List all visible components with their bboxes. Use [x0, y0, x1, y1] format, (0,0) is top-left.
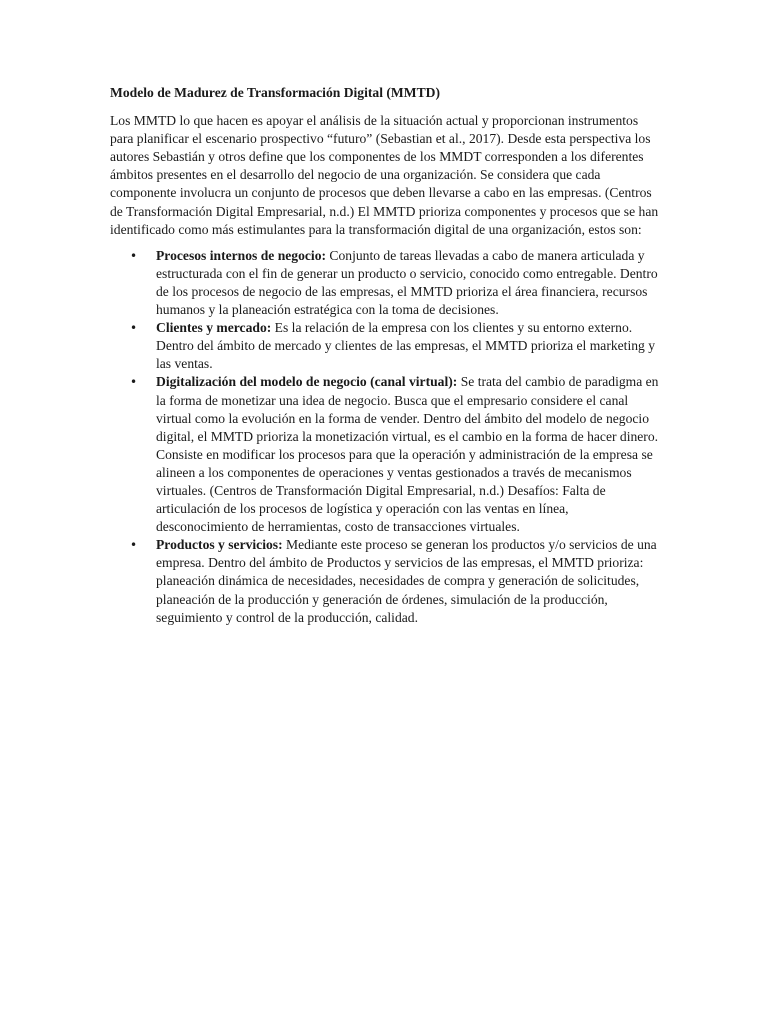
component-list: [110, 247, 660, 627]
intro-paragraph: Los MMTD lo que hacen es apoyar el análisis de la situación actual y proporcionan instrumentos para planificar el escenario prospectivo “futuro” (Sebastian et al., 2017). Desde esta perspectiva los autores Sebastián y otros define que los componentes de los MMDT corresponden a los diferentes ámbitos presentes en el desarrollo del negocio de una organización. Se considera que cada componente involucra un conjunto de procesos que deben llevarse a cabo en las empresas. (Centros de Transformación Digital Empresarial, n.d.) El MMTD prioriza componentes y procesos que se han identificado como más estimulantes para la transformación digital de una organización, estos son:: [110, 113, 659, 237]
item-description: Se trata del cambio de paradigma en la forma de monetizar una idea de negocio. Busca que el empresario considere el canal virtual como la evolución en la forma de vender. Dentro del ámbito del modelo de negocio digital, el MMTD prioriza la monetización virtual, es el cambio en la forma de hacer dinero. Consiste en modificar los procesos para que la operación y administración de la empresa se alineen a los componentes de operaciones y ventas gestionados a través de mecanismos virtuales. (Centros de Transformación Digital Empresarial, n.d.) Desafíos: Falta de articulación de los procesos de logística y operación con las ventas en línea, desconocimiento de herramientas, costo de transacciones virtuales.: [156, 374, 659, 535]
item-description: Mediante este proceso se generan los productos y/o servicios de una empresa. Dentro del ámbito de Productos y servicios de las empresas, el MMTD prioriza: planeación dinámica de necesidades, necesidades de compra y generación de solicitudes, planeación de la producción y generación de órdenes, simulación de la producción, seguimiento y control de la producción, calidad.: [156, 537, 657, 625]
bullet-icon: •: [130, 248, 138, 263]
item-description: Es la relación de la empresa con los clientes y su entorno externo. Dentro del ámbito de mercado y clientes de las empresas, el MMTD prioriza el marketing y las ventas.: [156, 320, 656, 372]
list-item: [110, 536, 660, 626]
document-page: [110, 84, 660, 627]
item-term: Clientes y mercado:: [156, 320, 275, 336]
list-item: [110, 247, 660, 319]
bullet-icon: •: [130, 538, 138, 553]
bullet-icon: •: [130, 375, 138, 390]
list-item: [110, 319, 660, 373]
bullet-icon: •: [130, 321, 138, 336]
document-title: Modelo de Madurez de Transformación Digital (MMTD): [110, 85, 440, 100]
list-item: [110, 373, 660, 536]
item-description: Conjunto de tareas llevadas a cabo de manera articulada y estructurada con el fin de generar un producto o servicio, conocido como entregable. Dentro de los procesos de negocio de las empresas, el MMTD prioriza el área financiera, recursos humanos y la planeación estratégica con la toma de decisiones.: [156, 247, 658, 318]
item-term: Procesos internos de negocio:: [156, 247, 330, 263]
item-term: Digitalización del modelo de negocio (canal virtual):: [156, 374, 461, 390]
item-term: Productos y servicios:: [156, 537, 287, 553]
